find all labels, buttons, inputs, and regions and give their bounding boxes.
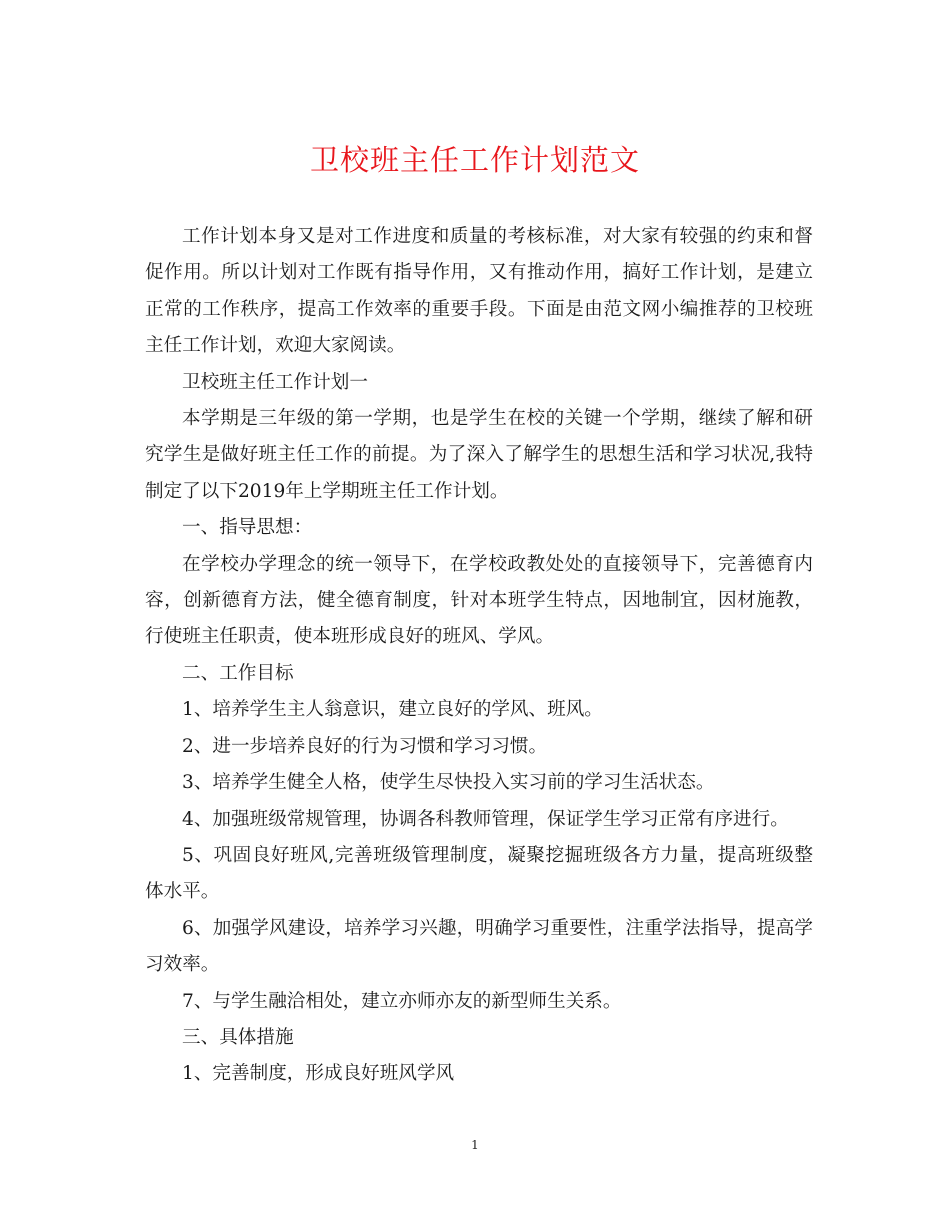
paragraph-semester: 本学期是三年级的第一学期，也是学生在校的关键一个学期，继续了解和研究学生是做好班主任工作的前提。为了深入了解学生的思想生活和学习状况,我特制定了以下2019年上学期班主任工作计划。 xyxy=(145,408,813,502)
document-title: 卫校班主任工作计划范文 xyxy=(309,143,640,177)
list-item-goal-4: 4、加强班级常规管理，协调各科教师管理，保证学生学习正常有序进行。 xyxy=(182,808,789,830)
document-body xyxy=(145,219,813,1093)
list-item-goal-6: 6、加强学风建设，培养学习兴趣，明确学习重要性，注重学法指导，提高学习效率。 xyxy=(145,917,813,976)
section-heading-guiding-thought: 一、指导思想： xyxy=(182,517,313,539)
list-item-goal-1: 1、培养学生主人翁意识，建立良好的学风、班风。 xyxy=(182,699,603,721)
list-item-goal-5: 5、巩固良好班风,完善班级管理制度，凝聚挖掘班级各方力量，提高班级整体水平。 xyxy=(145,844,813,903)
paragraph-intro: 工作计划本身又是对工作进度和质量的考核标准，对大家有较强的约束和督促作用。所以计划对工作既有指导作用，又有推动作用，搞好工作计划，是建立正常的工作秩序，提高工作效率的重要手段。下面是由范文网小编推荐的卫校班主任工作计划，欢迎大家阅读。 xyxy=(145,226,813,357)
section-heading-work-goals: 二、工作目标 xyxy=(182,662,294,684)
list-item-goal-2: 2、进一步培养良好的行为习惯和学习习惯。 xyxy=(182,735,548,757)
list-item-goal-7: 7、与学生融洽相处，建立亦师亦友的新型师生关系。 xyxy=(182,990,622,1012)
section-heading-measures: 三、具体措施 xyxy=(182,1026,294,1048)
list-item-measure-1: 1、完善制度，形成良好班风学风 xyxy=(182,1063,455,1085)
section-heading-plan-one: 卫校班主任工作计划一 xyxy=(182,371,368,393)
paragraph-guiding-thought: 在学校办学理念的统一领导下，在学校政教处处的直接领导下，完善德育内容，创新德育方法，健全德育制度，针对本班学生特点，因地制宜，因材施教，行使班主任职责，使本班形成良好的班风、学风。 xyxy=(145,553,813,648)
list-item-goal-3: 3、培养学生健全人格，使学生尽快投入实习前的学习生活状态。 xyxy=(182,772,715,794)
page-number: 1 xyxy=(471,1138,479,1152)
